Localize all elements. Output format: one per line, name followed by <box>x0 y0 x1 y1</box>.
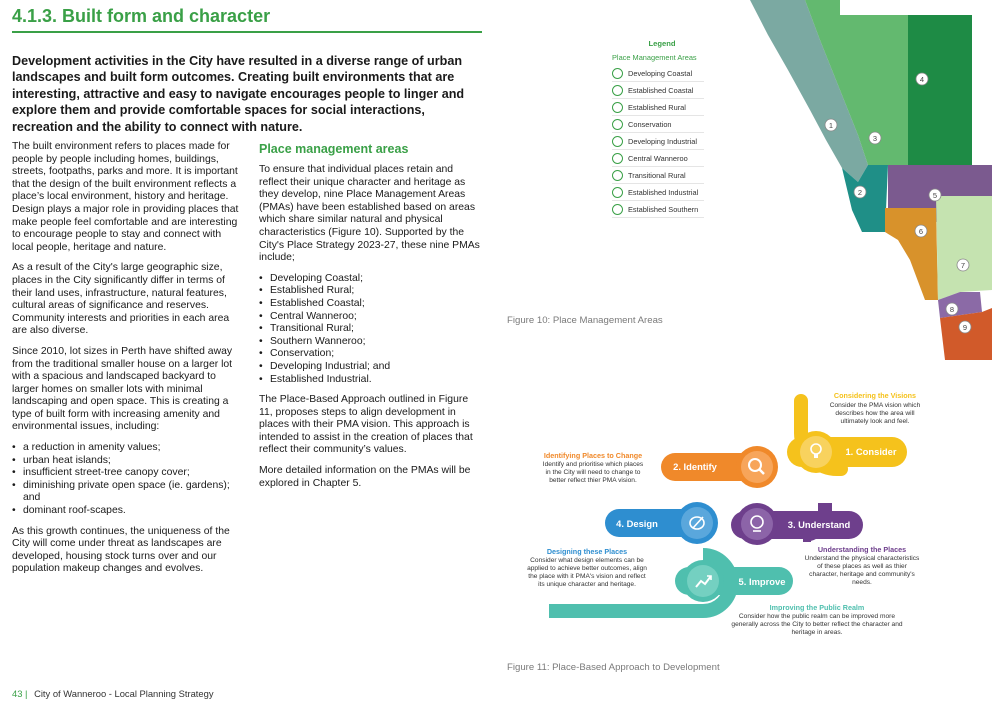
area-number: 5 <box>932 191 938 200</box>
area-marker-2 <box>854 186 866 198</box>
area-marker-5 <box>929 189 941 201</box>
understand-circle <box>736 503 778 545</box>
note-line: Identify and prioritise which places <box>542 461 644 468</box>
note-title: Improving the Public Realm <box>769 603 865 612</box>
legend-label: Developing Coastal <box>628 68 693 78</box>
area-number: 3 <box>872 134 878 143</box>
list-item: • Central Wanneroo; <box>259 311 481 324</box>
intro-paragraph: Development activities in the City have resulted in a diverse range of urban landscapes and built form outcomes. Creating built environments that are interesting, attractive and easy to navigate encourages people to linger and explore them and provide comfortable spaces for social interactions, recreation and the ability to connect with nature. <box>12 54 465 134</box>
subheading: Place management areas <box>259 142 409 156</box>
paragraph: As a result of the City's large geographic size, places in the City significantly differ in terms of their land uses, infrastructure, natural features, cultural areas of significance and reserves. Community interests and priorities in each area are also diverse. <box>12 262 230 337</box>
area-number: 8 <box>949 305 955 314</box>
note-line: heritage in areas. <box>791 629 843 636</box>
legend-item <box>612 201 704 218</box>
note-line: its unique character and heritage. <box>538 581 636 588</box>
note-title: Identifying Places to Change <box>543 451 643 460</box>
legend-circle-icon <box>612 170 623 181</box>
list-item: • Transitional Rural; <box>259 323 481 336</box>
map-area-2 <box>842 165 888 232</box>
paragraph: Since 2010, lot sizes in Perth have shifted away from the traditional smaller house on a larger lot with a spacious and landscaped backyard to larger homes on smaller lots with minimal landscaping and open space. This is creating a type of built form with increasing amenity and environmental issues, including: <box>12 345 233 433</box>
note-line: generally across the City to better reflect the character and <box>731 621 903 628</box>
legend-label: Established Southern <box>628 204 699 214</box>
map-legend <box>612 39 712 218</box>
section-title: 4.1.3. Built form and character <box>12 6 271 26</box>
list-item: • diminishing private open space (ie. gardens); and <box>12 480 244 505</box>
legend-item <box>612 99 704 116</box>
legend-circle-icon <box>612 204 623 215</box>
understand-note <box>805 545 920 586</box>
design-note <box>527 547 647 588</box>
paragraph: The built environment refers to places made for people by people including homes, buildings, streets, footpaths, parks and more. It is important that the design of the built environment reflects a place’s local environment, history and heritage. Design plays a major role in providing places that make people feel comfortable and are interesting to encourage people to stay and connect with local people, heritage and nature. <box>12 141 239 253</box>
middle-column <box>259 142 481 498</box>
identify-note <box>543 451 644 484</box>
design-circle <box>676 502 718 544</box>
note-line: describes how the area will <box>835 410 915 417</box>
area-number: 9 <box>962 323 968 332</box>
place-based-diagram <box>525 385 1005 650</box>
legend-label: Transitional Rural <box>628 170 686 180</box>
issues-list <box>12 442 244 518</box>
paragraph: As this growth continues, the uniqueness of the City will come under threat as landscapes are developed, housing stock turns over and our population makeup changes and evolves. <box>12 525 230 575</box>
note-title: Designing these Places <box>546 547 628 556</box>
area-number: 1 <box>828 121 834 130</box>
title-divider <box>12 31 482 33</box>
note-line: Understand the physical characteristics <box>804 555 920 562</box>
list-item: • Conservation; <box>259 348 481 361</box>
paragraph: To ensure that individual places retain and reflect their unique character and heritage as they develop, nine Place Management Areas (PMAs) have been established based on areas which share similar natural and physical characteristics (Figure 10). Supported by the City's Place Strategy 2023-27, these nine PMAs include; <box>259 164 480 264</box>
map-area-7 <box>936 196 992 300</box>
legend-item <box>612 116 704 133</box>
note-line: Consider what design elements can be <box>530 557 644 564</box>
legend-label: Established Coastal <box>628 85 694 95</box>
legend-circle-icon <box>612 119 623 130</box>
area-number: 4 <box>919 75 925 84</box>
legend-item <box>612 184 704 201</box>
legend-item <box>612 150 704 167</box>
area-marker-8 <box>946 303 958 315</box>
note-line: applied to achieve better outcomes, align <box>527 565 647 572</box>
legend-item <box>612 167 704 184</box>
list-item: • Established Industrial. <box>259 374 481 387</box>
figure-11-caption: Figure 11: Place-Based Approach to Development <box>507 662 720 673</box>
area-marker-7 <box>957 259 969 271</box>
legend-circle-icon <box>612 85 623 96</box>
list-item: • Developing Coastal; <box>259 273 481 286</box>
note-line: Consider the PMA vision which <box>829 402 921 409</box>
consider-note <box>830 391 921 425</box>
note-line: in the City will need to change to <box>545 469 641 476</box>
legend-item <box>612 82 704 99</box>
legend-circle-icon <box>612 102 623 113</box>
paragraph: More detailed information on the PMAs will be explored in Chapter 5. <box>259 465 471 489</box>
page-footer <box>12 688 214 699</box>
improve-circle <box>682 560 724 602</box>
area-number: 6 <box>918 227 924 236</box>
legend-item <box>612 133 704 150</box>
list-item: • Developing Industrial; and <box>259 361 481 374</box>
list-item: • Established Rural; <box>259 285 481 298</box>
legend-title: Legend <box>648 39 676 48</box>
list-item: • urban heat islands; <box>12 455 244 468</box>
note-line: the place with it PMA's vision and reflect <box>528 573 646 580</box>
pma-map <box>740 0 1000 360</box>
note-line: character, heritage and community's <box>809 571 915 578</box>
document-title: City of Wanneroo - Local Planning Strategy <box>34 688 214 699</box>
list-item: • Southern Wanneroo; <box>259 336 481 349</box>
note-line: ultimately look and feel. <box>840 418 910 425</box>
step-design-label: 4. Design <box>616 518 658 529</box>
legend-label: Central Wanneroo <box>628 153 688 163</box>
map-area-6 <box>885 208 938 300</box>
area-marker-6 <box>915 225 927 237</box>
page-number: 43 | <box>12 688 28 699</box>
step-improve-label: 5. Improve <box>738 576 786 587</box>
legend-circle-icon <box>612 136 623 147</box>
area-marker-4 <box>916 73 928 85</box>
figure-10-caption: Figure 10: Place Management Areas <box>507 315 663 326</box>
consider-circle <box>795 431 837 473</box>
list-item: • a reduction in amenity values; <box>12 442 244 455</box>
area-marker-9 <box>959 321 971 333</box>
list-item: • dominant roof-scapes. <box>12 505 244 518</box>
legend-label: Established Rural <box>628 102 686 112</box>
legend-circle-icon <box>612 68 623 79</box>
legend-label: Conservation <box>628 119 672 129</box>
note-line: of these places as well as thier <box>817 563 907 570</box>
legend-label: Established Industrial <box>628 187 699 197</box>
area-marker-3 <box>869 132 881 144</box>
step-consider-label: 1. Consider <box>845 446 897 457</box>
left-column <box>12 141 244 584</box>
note-line: Consider how the public realm can be improved more <box>738 613 896 620</box>
list-item: • insufficient street-tree canopy cover; <box>12 467 244 480</box>
area-number: 7 <box>960 261 966 270</box>
legend-circle-icon <box>612 187 623 198</box>
paragraph: The Place-Based Approach outlined in Figure 11, proposes steps to align development in places with their PMA vision. This approach is intended to assist in the creation of places that reflect their community’s values. <box>259 394 473 456</box>
step-identify-label: 2. Identify <box>673 461 717 472</box>
improve-note <box>731 603 902 636</box>
legend-label: Developing Industrial <box>628 136 698 146</box>
note-title: Considering the Visions <box>833 391 917 400</box>
step-understand-label: 3. Understand <box>787 519 851 530</box>
area-number: 2 <box>857 188 863 197</box>
note-line: needs. <box>852 579 872 586</box>
pma-list <box>259 273 481 386</box>
note-line: better reflect thier PMA vision. <box>549 477 637 484</box>
legend-circle-icon <box>612 153 623 164</box>
legend-item <box>612 65 704 82</box>
identify-circle <box>736 446 778 488</box>
legend-subtitle: Place Management Areas <box>612 53 697 62</box>
note-title: Understanding the Places <box>817 545 907 554</box>
area-marker-1 <box>825 119 837 131</box>
list-item: • Established Coastal; <box>259 298 481 311</box>
